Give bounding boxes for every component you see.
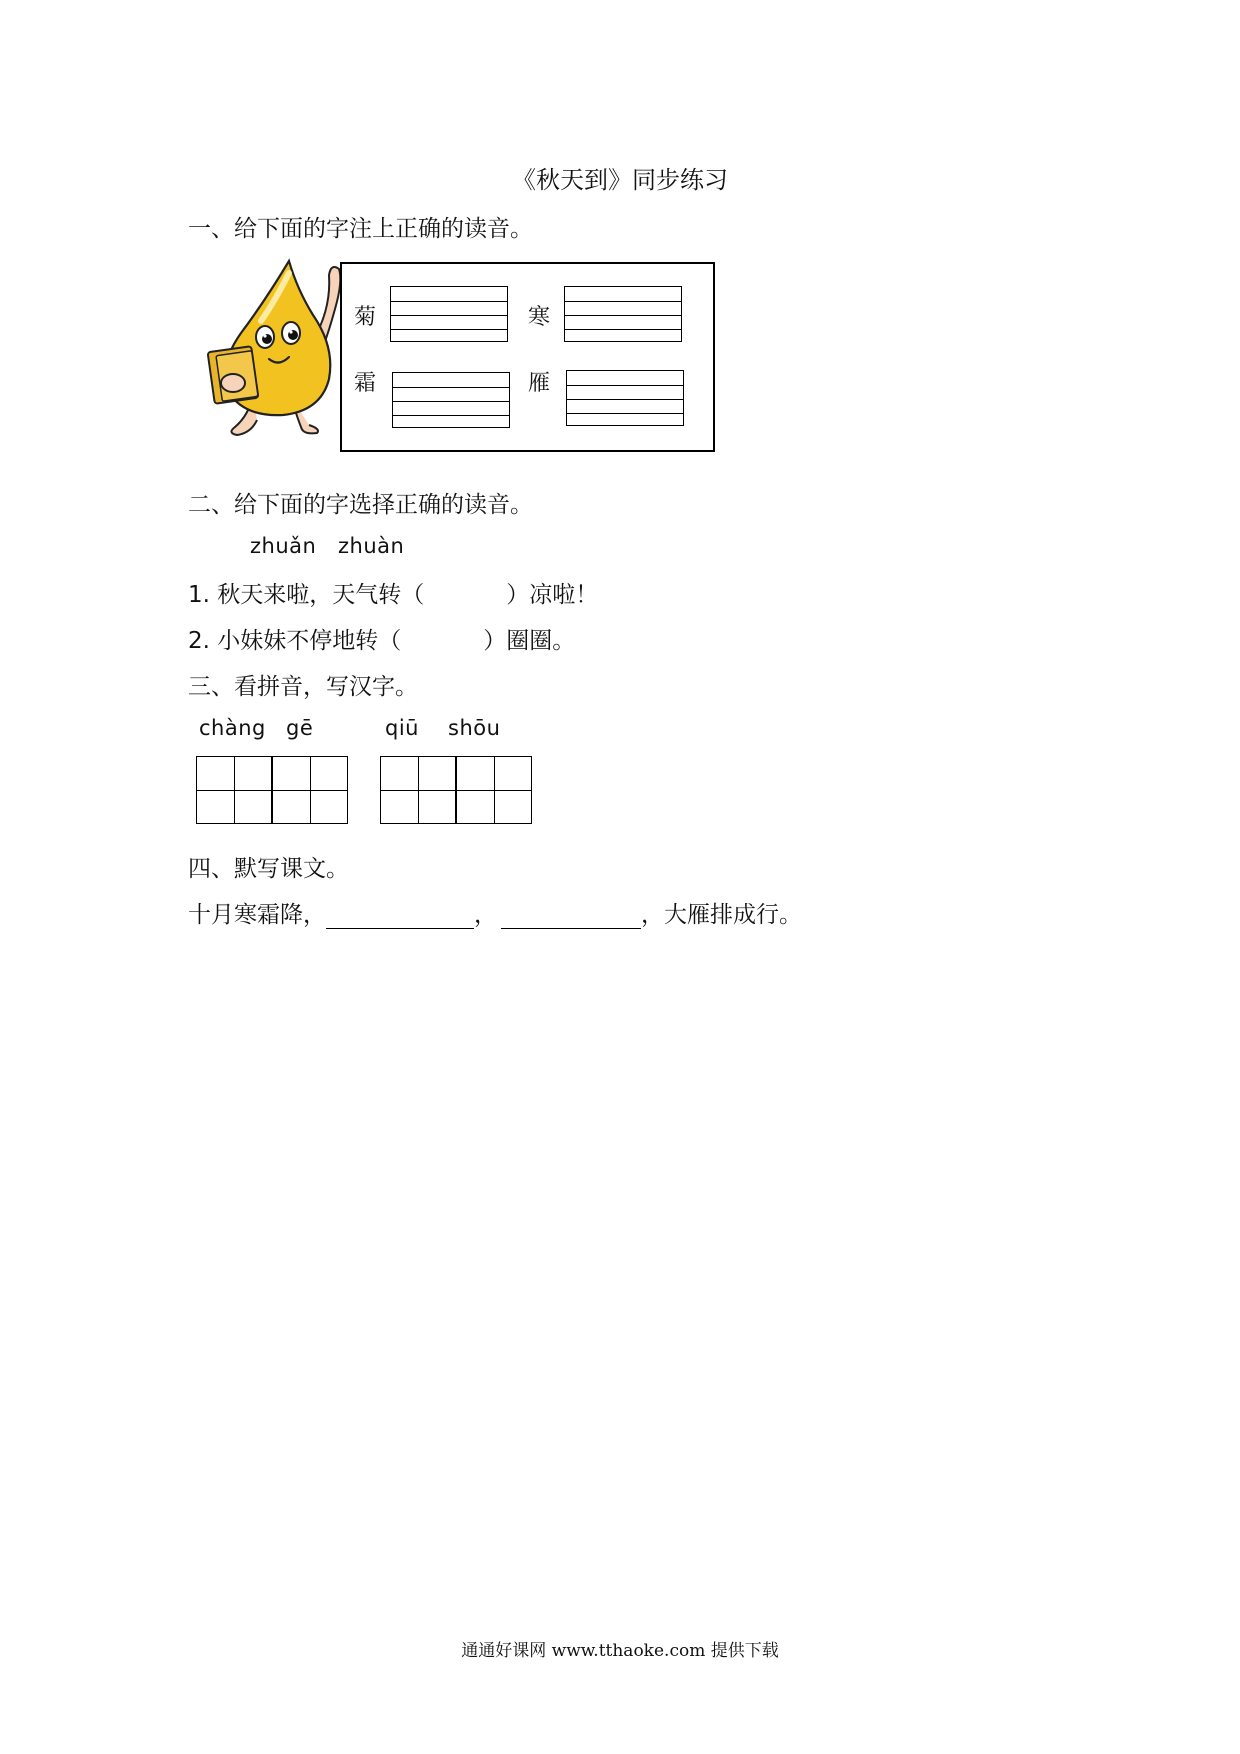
question-2 [188,622,575,655]
pinyin-ge: gē [286,716,314,740]
dictation-suffix: ，大雁排成行。 [641,902,802,928]
question-1 [188,576,598,609]
pinyin-option-1: zhuǎn [250,534,317,558]
pinyin-chang: chàng [199,716,266,740]
page-title: 《秋天到》同步练习 [512,166,728,194]
dictation-prefix: 十月寒霜降， [188,902,326,928]
pinyin-lines-han[interactable] [564,286,682,342]
pinyin-lines-yan[interactable] [566,370,684,426]
dictation-line [188,896,802,929]
section-one-heading: 一、给下面的字注上正确的读音。 [188,216,533,242]
section-three-heading: 三、看拼音，写汉字。 [188,674,418,700]
dictation-blank-2[interactable] [501,904,641,929]
pinyin-option-2: zhuàn [338,534,405,558]
pinyin-shou: shōu [448,716,501,740]
tianzige-box-2[interactable] [272,756,348,824]
dictation-comma: ， [474,902,497,928]
pinyin-lines-shuang[interactable] [392,372,510,428]
character-yan: 雁 [528,371,551,396]
pinyin-qiu: qiū [385,716,419,740]
question-2-prefix: 2. 小妹妹不停地转（ [188,628,402,654]
pinyin-writing-box [340,262,715,452]
character-ju: 菊 [354,305,377,330]
pinyin-lines-ju[interactable] [390,286,508,342]
tianzige-box-1[interactable] [196,756,272,824]
question-1-prefix: 1. 秋天来啦，天气转（ [188,582,425,608]
water-drop-mascot-illustration [205,255,355,445]
footer-source: 通通好课网 www.tthaoke.com 提供下载 [461,1641,779,1661]
character-han: 寒 [528,305,551,330]
tianzige-box-4[interactable] [456,756,532,824]
character-shuang: 霜 [354,371,377,396]
section-two-heading: 二、给下面的字选择正确的读音。 [188,492,533,518]
question-1-suffix: ）凉啦！ [506,582,599,608]
dictation-blank-1[interactable] [326,904,474,929]
question-2-suffix: ）圈圈。 [483,628,576,654]
tianzige-box-3[interactable] [380,756,456,824]
section-four-heading: 四、默写课文。 [188,856,349,882]
